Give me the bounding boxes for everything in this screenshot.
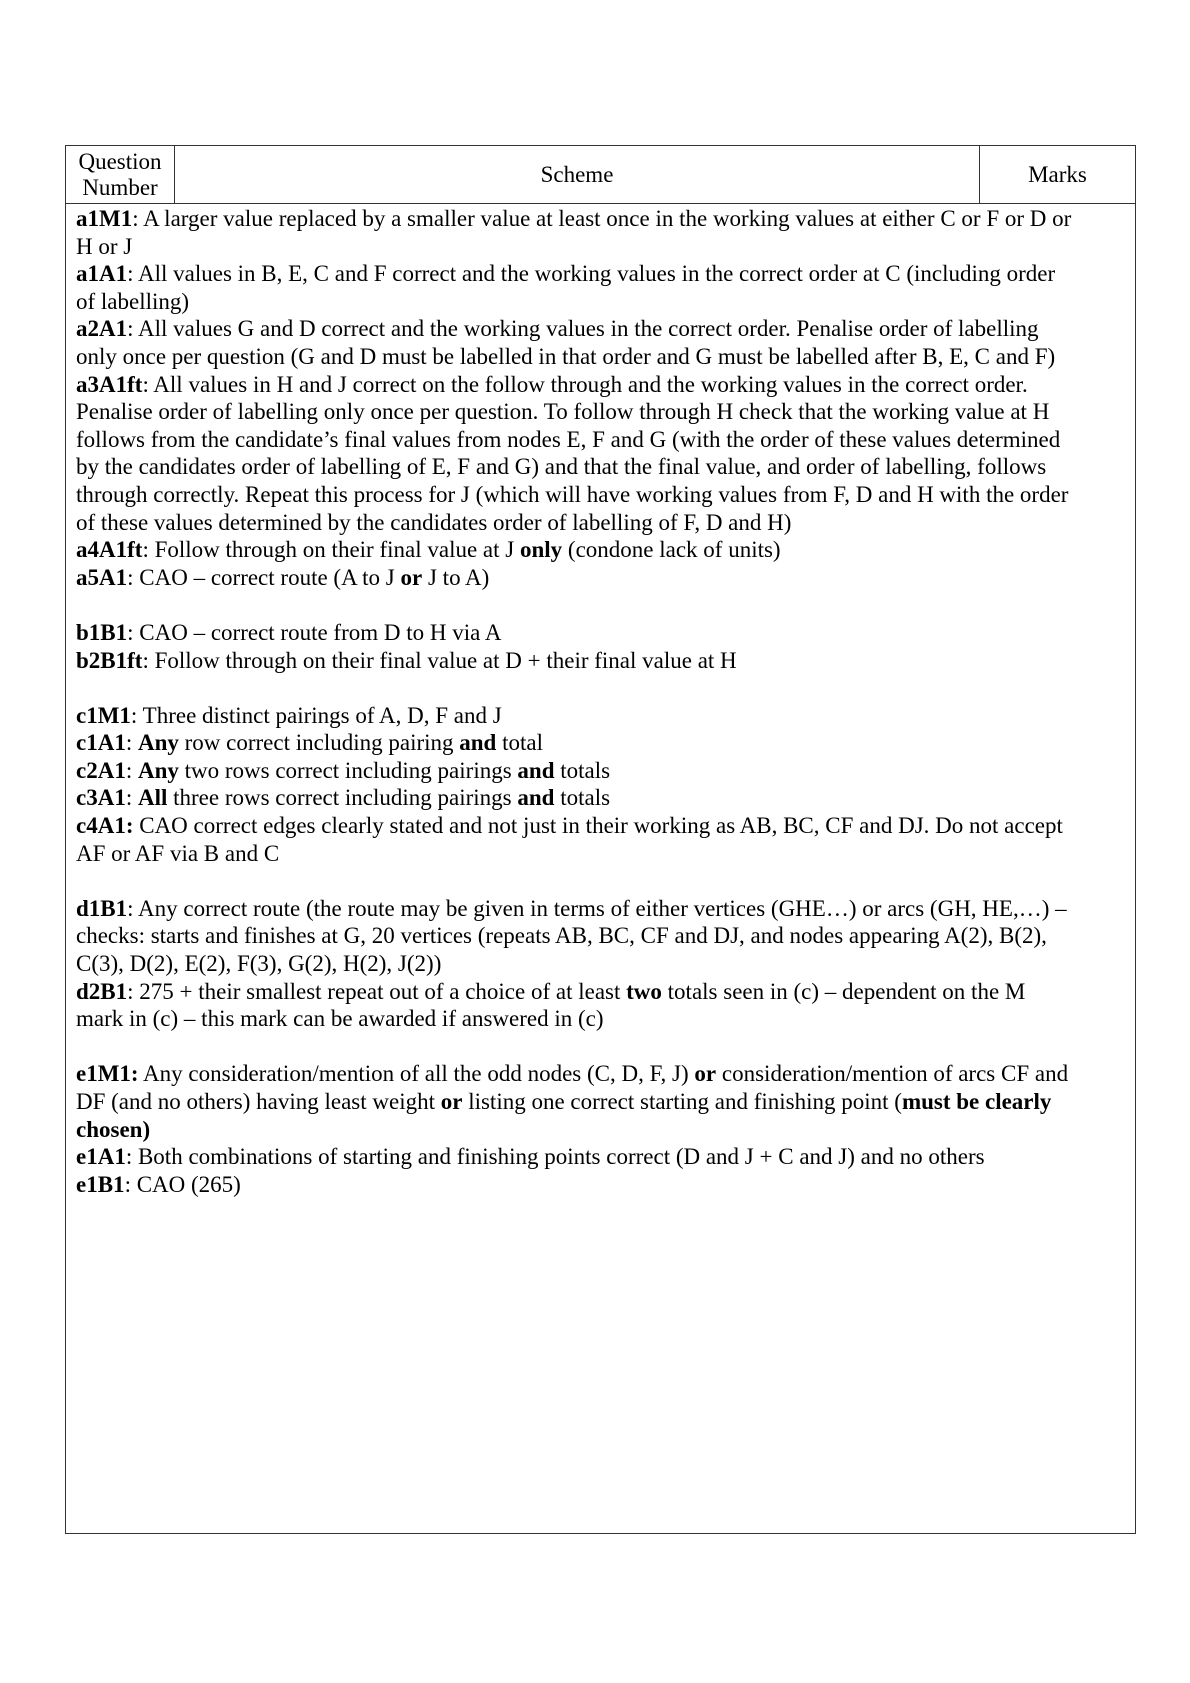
bold-text: or <box>440 1089 463 1114</box>
text: of these values determined by the candidates order of labelling of F, D and H) <box>76 509 792 535</box>
scheme-line <box>76 840 1125 868</box>
scheme-line <box>76 784 1125 812</box>
blank-line <box>76 867 1125 895</box>
text: : All values in H and J correct on the follow through and the working values in the correct order. <box>142 371 1028 397</box>
bold-text: e1A1 <box>76 1144 126 1170</box>
bold-text: All <box>137 785 168 811</box>
scheme-line <box>76 564 1125 592</box>
bold-text: c2A1 <box>76 757 126 783</box>
scheme-line <box>76 619 1125 647</box>
scheme-line <box>76 481 1125 509</box>
bold-text: d2B1 <box>76 978 128 1004</box>
bold-text: e1M1: <box>76 1061 139 1087</box>
scheme-line <box>76 426 1125 454</box>
blank-line <box>76 1033 1125 1061</box>
text: Any consideration/mention of all the odd nodes (C, D, F, J) <box>138 1061 695 1087</box>
text: : <box>125 730 138 756</box>
text: of labelling) <box>76 288 190 314</box>
text: CAO correct edges clearly stated and not just in their working as AB, BC, CF and DJ. Do not accept <box>133 813 1063 839</box>
bold-text: and <box>517 757 555 783</box>
table-header <box>66 146 1135 204</box>
scheme-line <box>76 702 1125 730</box>
text: : <box>125 757 138 783</box>
bold-text: must be clearly <box>901 1089 1052 1114</box>
scheme-line <box>76 343 1125 371</box>
text: totals <box>554 757 611 783</box>
text: only once per question (G and D must be labelled in that order and G must be labelled after B, E, C and F) <box>76 343 1056 369</box>
scheme-line <box>76 978 1125 1006</box>
scheme-line <box>76 647 1125 675</box>
scheme-line <box>76 950 1125 978</box>
text: by the candidates order of labelling of E, F and G) and that the final value, and order of labelling, follows <box>76 454 1047 480</box>
question-number-header-line1: Question <box>78 148 162 174</box>
text: totals <box>554 785 611 811</box>
scheme-line <box>76 371 1125 399</box>
text: totals seen in (c) – dependent on the M <box>661 978 1026 1004</box>
text: through correctly. Repeat this process for J (which will have working values from F, D and H with the order <box>76 481 1069 507</box>
scheme-notes <box>66 204 1135 1198</box>
scheme-header: Scheme <box>175 146 980 203</box>
scheme-line <box>76 729 1125 757</box>
text: : Follow through on their final value at J <box>142 537 520 563</box>
scheme-line <box>76 895 1125 923</box>
scheme-line <box>76 260 1125 288</box>
blank-line <box>76 674 1125 702</box>
bold-text: e1B1 <box>76 1171 125 1197</box>
text: : All values G and D correct and the working values in the correct order. Penalise order of labelling <box>127 316 1039 342</box>
scheme-line <box>76 288 1125 316</box>
text: : Any correct route (the route may be given in terms of either vertices (GHE…) or arcs (GH, HE,…) – <box>127 895 1067 921</box>
text: row correct including pairing <box>178 730 460 756</box>
text: checks: starts and finishes at G, 20 vertices (repeats AB, BC, CF and DJ, and nodes appearing A(2), B(2), <box>76 923 1047 949</box>
bold-text: Any <box>137 730 179 756</box>
scheme-line <box>76 1060 1125 1088</box>
scheme-line <box>76 453 1125 481</box>
scheme-line <box>76 398 1125 426</box>
text: : CAO – correct route (A to J <box>127 564 401 590</box>
bold-text: d1B1 <box>76 895 128 921</box>
scheme-line <box>76 205 1125 233</box>
scheme-line <box>76 1116 1125 1144</box>
bold-text: a1A1 <box>76 261 128 287</box>
bold-text: c4A1: <box>76 813 134 839</box>
bold-text: only <box>519 537 563 563</box>
scheme-line <box>76 1143 1125 1171</box>
bold-text: or <box>400 564 423 590</box>
text: two rows correct including pairings <box>178 757 518 783</box>
text: C(3), D(2), E(2), F(3), G(2), H(2), J(2)) <box>76 951 442 977</box>
text: : CAO – correct route from D to H via A <box>127 619 502 645</box>
text: : Both combinations of starting and finishing points correct (D and J + C and J) and no others <box>125 1144 985 1170</box>
bold-text: Any <box>137 757 179 783</box>
text: : All values in B, E, C and F correct and the working values in the correct order at C (including order <box>127 261 1056 287</box>
bold-text: b1B1 <box>76 619 128 645</box>
text: H or J <box>76 233 133 259</box>
scheme-line <box>76 509 1125 537</box>
text: : A larger value replaced by a smaller value at least once in the working values at either C or F or D or <box>132 206 1072 231</box>
bold-text: b2B1ft <box>76 647 143 673</box>
bold-text: a4A1ft <box>76 537 143 563</box>
scheme-line <box>76 812 1125 840</box>
bold-text: a5A1 <box>76 564 128 590</box>
scheme-line <box>76 757 1125 785</box>
text: follows from the candidate’s final values from nodes E, F and G (with the order of these values determined <box>76 426 1061 452</box>
scheme-line <box>76 233 1125 261</box>
blank-line <box>76 591 1125 619</box>
bold-text: or <box>694 1061 717 1087</box>
bold-text: two <box>626 978 662 1004</box>
marks-header: Marks <box>1028 161 1087 187</box>
bold-text: chosen) <box>76 1116 151 1142</box>
bold-text: c3A1 <box>76 785 126 811</box>
text: consideration/mention of arcs CF and <box>716 1061 1069 1087</box>
text: J to A) <box>422 564 490 590</box>
bold-text: c1M1 <box>76 702 131 728</box>
text: mark in (c) – this mark can be awarded if answered in (c) <box>76 1006 604 1032</box>
bold-text: a1M1 <box>76 206 133 231</box>
question-number-header-line2: Number <box>82 174 158 200</box>
text: : CAO (265) <box>124 1171 241 1197</box>
scheme-line <box>76 1171 1125 1199</box>
text: listing one correct starting and finishing point ( <box>462 1089 902 1114</box>
bold-text: and <box>517 785 555 811</box>
scheme-line <box>76 536 1125 564</box>
bold-text: a3A1ft <box>76 371 143 397</box>
bold-text: and <box>459 730 497 756</box>
scheme-line <box>76 315 1125 343</box>
text: (condone lack of units) <box>562 537 781 563</box>
mark-scheme-table <box>65 145 1136 1534</box>
text: : Follow through on their final value at D + their final value at H <box>142 647 737 673</box>
scheme-line <box>76 1005 1125 1033</box>
text: : Three distinct pairings of A, D, F and J <box>130 702 502 728</box>
question-number-header <box>66 146 175 203</box>
bold-text: a2A1 <box>76 316 128 342</box>
text: total <box>496 730 543 756</box>
scheme-line <box>76 922 1125 950</box>
text: : <box>125 785 138 811</box>
bold-text: c1A1 <box>76 730 126 756</box>
text: AF or AF via B and C <box>76 840 280 866</box>
text: three rows correct including pairings <box>167 785 518 811</box>
text: : 275 + their smallest repeat out of a choice of at least <box>127 978 627 1004</box>
scheme-line <box>76 1088 1125 1116</box>
text: Penalise order of labelling only once per question. To follow through H check that the working value at H <box>76 399 1050 425</box>
text: DF (and no others) having least weight <box>76 1089 441 1114</box>
